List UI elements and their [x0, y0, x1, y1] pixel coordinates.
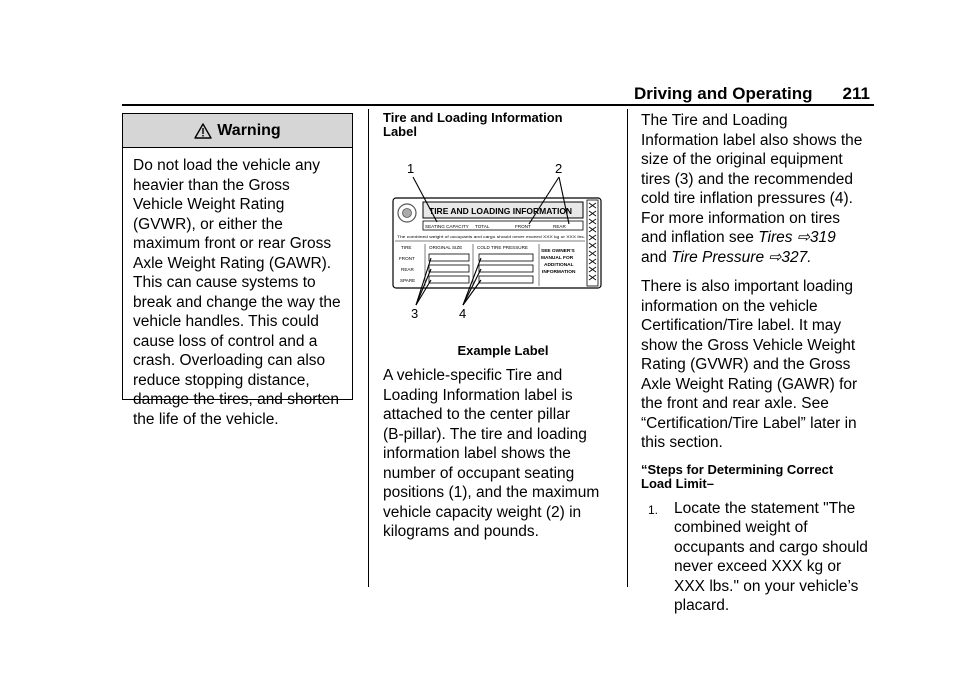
steps-heading [641, 463, 881, 491]
column-divider-2 [627, 109, 628, 587]
warning-line: heavier than the Gross [133, 176, 290, 194]
callout-4: 4 [459, 306, 467, 321]
figure-title [383, 111, 623, 139]
certification-paragraph [641, 277, 881, 453]
col-tire-header: TIRE [401, 245, 412, 250]
body-line: show the Gross Vehicle Weight [641, 336, 856, 354]
see-owners-line: MANUAL FOR [541, 256, 574, 261]
orig-size-spare-box [429, 276, 469, 283]
warning-box [122, 113, 353, 428]
page-ref-icon: ⇨ [768, 248, 782, 266]
pressure-spare-box [479, 276, 533, 283]
orig-size-front-box [429, 254, 469, 261]
warning-line: This can cause systems to [133, 274, 316, 291]
body-line: For more information on tires [641, 209, 840, 227]
see-owners-line: ADDITIONAL [544, 263, 574, 268]
figure-caption: Example Label [457, 343, 549, 358]
body-line: The Tire and Loading [641, 112, 788, 129]
tire-label-figure [383, 150, 623, 325]
warning-line: vehicle handles. This could [133, 313, 319, 330]
label-code-strip [587, 200, 598, 286]
body-line: this section. [641, 434, 723, 451]
seating-total-label: TOTAL [475, 224, 490, 229]
warning-line: cause loss of control and a [133, 332, 318, 350]
body-line: A vehicle-specific Tire and [383, 367, 563, 384]
warning-line: (GVWR), or either the [133, 215, 283, 233]
callout-3: 3 [411, 306, 419, 321]
body-line: vehicle capacity weight (2) in [383, 503, 582, 521]
section-title: Driving and Operating [634, 84, 813, 103]
warning-line: the life of the vehicle. [133, 410, 279, 428]
tires-cross-reference[interactable] [758, 229, 836, 246]
column-divider-1 [368, 109, 369, 587]
figure-title-line: Tire and Loading Information [383, 110, 563, 125]
warning-line: Vehicle Weight Rating [133, 196, 285, 213]
body-line: positions (1), and the maximum [383, 484, 600, 501]
warning-line: maximum front or rear Gross [133, 235, 332, 252]
pressure-front-box [479, 254, 533, 261]
xref-page: 319 [809, 229, 836, 246]
warning-line: Do not load the vehicle any [133, 157, 320, 174]
steps-heading-line: Load Limit– [641, 475, 714, 491]
label-info-paragraph [641, 111, 881, 267]
tire-emblem-hub [403, 209, 412, 218]
body-line: and inflation see [641, 229, 754, 246]
step-line: Locate the statement "The [674, 499, 856, 517]
body-line: attached to the center pillar [383, 406, 570, 423]
xref-text: Tire Pressure [671, 248, 765, 266]
col-cold-pressure-header: COLD TIRE PRESSURE [477, 245, 528, 250]
step-line: placard. [674, 597, 730, 614]
warning-title: Warning [217, 121, 281, 139]
seating-front-label: FRONT [515, 224, 531, 229]
warning-line: Axle Weight Rating (GAWR). [133, 254, 332, 272]
body-line: (B-pillar). The tire and loading [383, 425, 587, 443]
body-line: the front and rear axle. See [641, 395, 829, 412]
see-owners-line: SEE OWNER'S [541, 249, 575, 254]
body-line: Loading Information label is [383, 386, 573, 404]
right-column [641, 111, 881, 616]
callout-2: 2 [555, 161, 563, 176]
step-1 [648, 499, 881, 616]
step-line: combined weight of [674, 519, 808, 536]
row-spare-label: SPARE [400, 278, 416, 283]
warning-header [123, 114, 352, 148]
seating-capacity-label: SEATING CAPACITY [425, 224, 469, 229]
step-text [674, 499, 879, 616]
see-owners-line: INFORMATION [542, 270, 576, 275]
body-line: Information label also shows the [641, 131, 863, 149]
pressure-rear-box [479, 265, 533, 272]
orig-size-rear-box [429, 265, 469, 272]
header-rule [122, 104, 874, 106]
body-line: Axle Weight Rating (GAWR) for [641, 375, 858, 393]
col-original-size-header: ORIGINAL SIZE [429, 245, 463, 250]
warning-line: crash. Overloading can also [133, 352, 326, 369]
tire-pressure-cross-reference[interactable] [671, 249, 811, 266]
warning-text [123, 148, 352, 429]
step-line: occupants and cargo should [674, 538, 868, 556]
body-line: “Certification/Tire Label” later in [641, 414, 857, 432]
combined-weight-statement: The combined weight of occupants and cargo should never exceed XXX kg or XXX lbs. [397, 234, 585, 239]
step-line: XXX lbs." on your vehicle’s [674, 577, 859, 595]
body-line: cold tire inflation pressures (4). [641, 190, 853, 207]
xref-page: 327. [781, 248, 812, 266]
warning-line: reduce stopping distance, [133, 371, 310, 389]
steps-heading-line: “Steps for Determining Correct [641, 461, 834, 477]
step-number: 1. [648, 502, 659, 517]
page-ref-icon: ⇨ [796, 229, 810, 246]
seating-rear-label: REAR [553, 224, 566, 229]
page-number: 211 [842, 84, 870, 103]
row-front-label: FRONT [399, 256, 415, 261]
body-line: information on the vehicle [641, 297, 818, 315]
warning-triangle-icon [194, 123, 212, 139]
body-line: There is also important loading [641, 278, 853, 295]
label-description [383, 366, 623, 542]
callout-1: 1 [407, 161, 415, 176]
body-line: Rating (GVWR) and the Gross [641, 356, 851, 373]
step-line: never exceed XXX kg or [674, 558, 842, 575]
body-line: kilograms and pounds. [383, 523, 539, 540]
body-line: Certification/Tire label. It may [641, 317, 842, 334]
warning-line: break and change the way the [133, 293, 341, 311]
body-line: number of occupant seating [383, 464, 575, 482]
xref-text: Tires [758, 229, 793, 246]
label-heading: TIRE AND LOADING INFORMATION [429, 206, 573, 216]
body-line: and [641, 248, 667, 266]
body-line: size of the original equipment [641, 151, 843, 168]
body-line: information label shows the [383, 445, 571, 462]
row-rear-label: REAR [401, 267, 414, 272]
body-line: tires (3) and the recommended [641, 170, 853, 188]
running-header [634, 84, 870, 104]
warning-line: damage the tires, and shorten [133, 391, 339, 408]
figure-title-line: Label [383, 124, 417, 139]
